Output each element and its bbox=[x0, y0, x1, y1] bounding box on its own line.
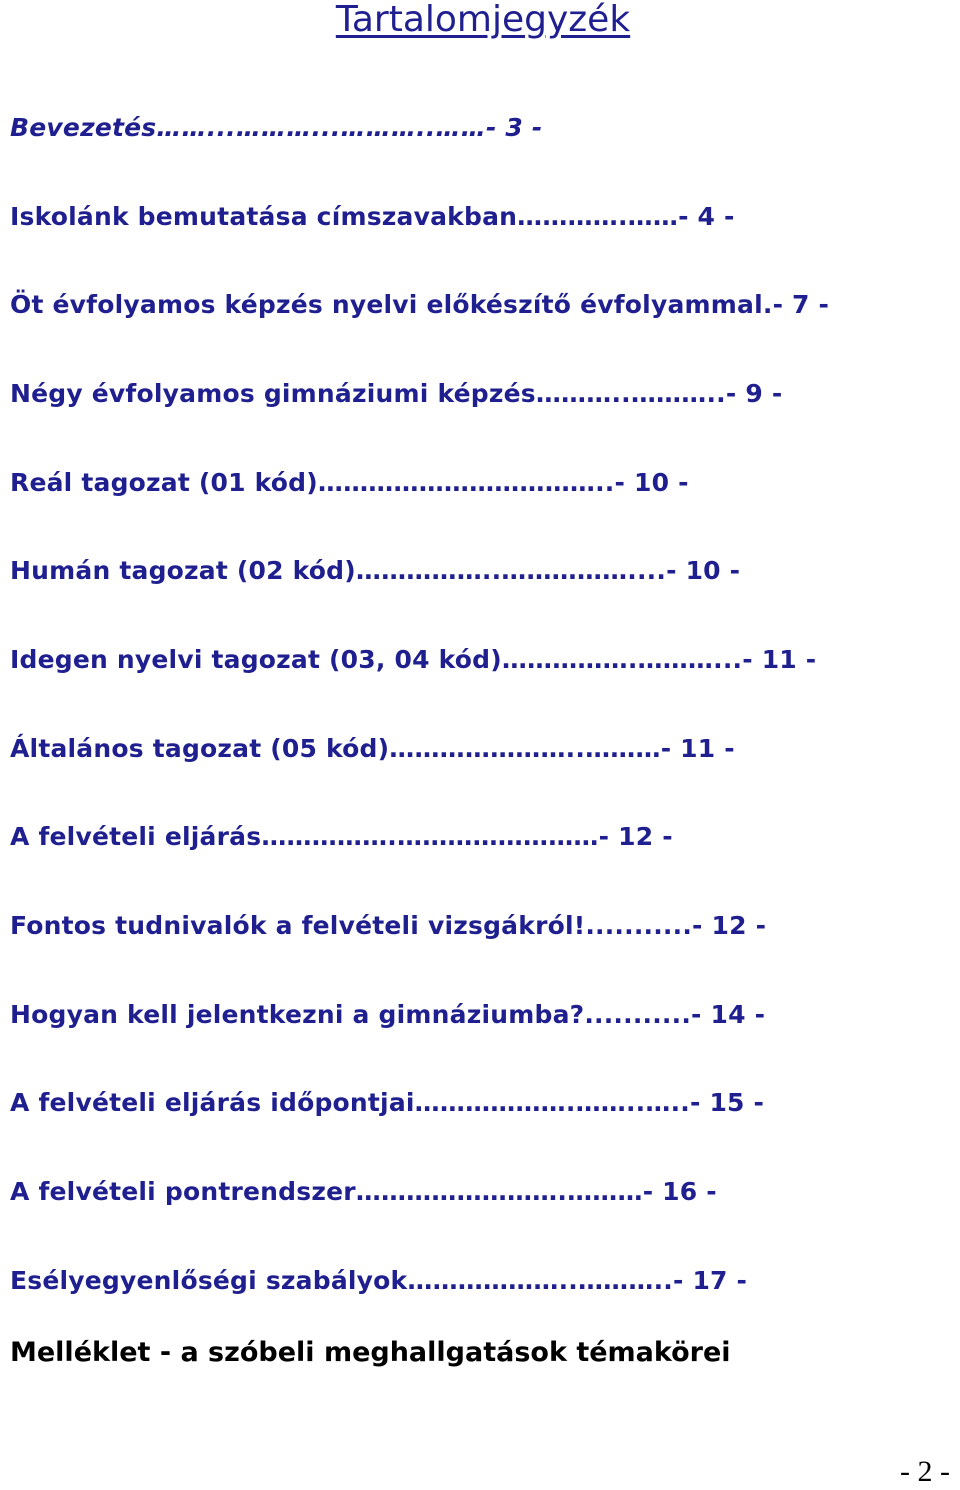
toc-entry-iskolank[interactable] bbox=[10, 201, 735, 233]
toc-entry-page: - 11 - bbox=[742, 645, 817, 674]
toc-entry-page: - 10 - bbox=[614, 468, 689, 497]
page-number: - 2 - bbox=[900, 1455, 950, 1488]
toc-entry-leader: ………….…… bbox=[517, 202, 679, 231]
toc-entry-pontrendszer[interactable] bbox=[10, 1176, 717, 1208]
toc-entry-page: - 3 - bbox=[485, 113, 543, 142]
toc-entry-hogyan-jelentkezni[interactable] bbox=[10, 999, 765, 1031]
toc-entry-leader: …………………………….. bbox=[317, 468, 615, 497]
toc-entry-page: .- 10 - bbox=[656, 556, 741, 585]
toc-entry-page: - 12 - bbox=[598, 822, 673, 851]
toc-entry-page: - 12 - bbox=[692, 911, 767, 940]
toc-entry-bevezetes[interactable] bbox=[10, 112, 543, 144]
toc-entry-text: Iskolánk bemutatása címszavakban bbox=[10, 202, 518, 231]
toc-entry-negy-evfolyamos[interactable] bbox=[10, 378, 782, 410]
toc-entry-leader: ........... bbox=[584, 1000, 692, 1029]
toc-entry-eselyegyenlosegi[interactable] bbox=[10, 1265, 747, 1297]
toc-entry-leader: …………………….……… bbox=[355, 1177, 643, 1206]
toc-entry-page: - 14 - bbox=[691, 1000, 766, 1029]
toc-entry-leader: ……………..……………... bbox=[355, 556, 657, 585]
toc-entry-altalanos[interactable] bbox=[10, 733, 735, 765]
toc-entry-text: Öt évfolyamos képzés nyelvi előkészítő évfolyammal. bbox=[10, 290, 773, 319]
toc-entry-text: Fontos tudnivalók a felvételi vizsgákról! bbox=[10, 911, 586, 940]
toc-entry-ot-evfolyamos[interactable] bbox=[10, 289, 829, 321]
toc-entry-human-tagozat[interactable] bbox=[10, 555, 740, 587]
toc-entry-real-tagozat[interactable] bbox=[10, 467, 689, 499]
toc-title: Tartalomjegyzék bbox=[335, 0, 631, 40]
toc-entry-text: A felvételi pontrendszer bbox=[10, 1177, 356, 1206]
appendix-heading: Melléklet - a szóbeli meghallgatások témakörei bbox=[10, 1337, 731, 1368]
toc-entry-page: - 7 - bbox=[772, 290, 830, 319]
toc-entry-leader: …………….………... bbox=[501, 645, 743, 674]
toc-entry-text: Esélyegyenlőségi szabályok bbox=[10, 1266, 408, 1295]
toc-entry-text: Négy évfolyamos gimnáziumi képzés bbox=[10, 379, 536, 408]
toc-entry-text: Idegen nyelvi tagozat (03, 04 kód) bbox=[10, 645, 502, 674]
toc-entry-leader: ……...………...………..…… bbox=[156, 113, 486, 142]
toc-entry-leader: ……………….……..….. bbox=[414, 1088, 690, 1117]
toc-entry-leader: …………………..……… bbox=[389, 734, 661, 763]
toc-entry-text: A felvételi eljárás időpontjai bbox=[10, 1088, 415, 1117]
toc-entry-leader: …………….…………………… bbox=[261, 822, 599, 851]
toc-entry-text: Humán tagozat (02 kód) bbox=[10, 556, 356, 585]
toc-entry-text: Hogyan kell jelentkezni a gimnáziumba? bbox=[10, 1000, 585, 1029]
toc-entry-text: Reál tagozat (01 kód) bbox=[10, 468, 318, 497]
toc-entry-idegen-nyelvi[interactable] bbox=[10, 644, 816, 676]
toc-entry-page: - 16 - bbox=[642, 1177, 717, 1206]
toc-entry-fontos-tudnivalok[interactable] bbox=[10, 910, 766, 942]
toc-entry-idopontjai[interactable] bbox=[10, 1087, 764, 1119]
toc-entry-leader: ........... bbox=[585, 911, 693, 940]
toc-entry-page: - 4 - bbox=[678, 202, 735, 231]
toc-entry-page: - 17 - bbox=[672, 1266, 748, 1295]
toc-entry-text: Bevezetés bbox=[10, 113, 157, 142]
toc-entry-leader: ………………..……….. bbox=[407, 1266, 673, 1295]
toc-entry-page: - 15 - bbox=[689, 1088, 765, 1117]
toc-entry-text: A felvételi eljárás bbox=[10, 822, 262, 851]
toc-entry-text: Általános tagozat (05 kód) bbox=[10, 734, 390, 763]
toc-entry-leader: ………..……….. bbox=[535, 379, 726, 408]
toc-entry-felveteli-eljaras[interactable] bbox=[10, 821, 673, 853]
toc-entry-page: - 11 - bbox=[660, 734, 735, 763]
toc-entry-page: - 9 - bbox=[725, 379, 783, 408]
